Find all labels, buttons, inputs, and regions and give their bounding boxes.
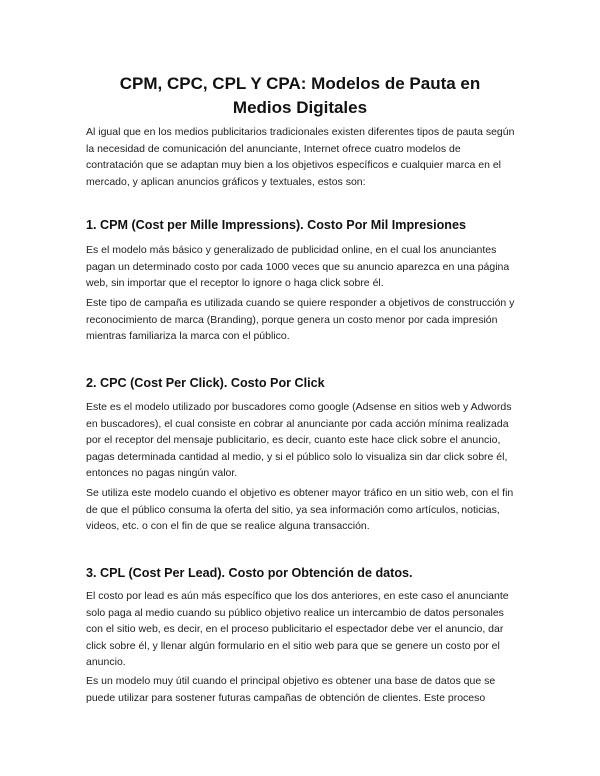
section-heading-cpc: 2. CPC (Cost Per Click). Costo Por Click (86, 376, 325, 390)
cpl-paragraph-1: El costo por lead es aún más específico que los dos anteriores, en este caso el anunciante solo paga al medio cuando su público objetivo realice un intercambio de datos personales con el sitio web, es decir, en el proceso publicitario el espectador debe ver el anuncio, dar click sobre él, y llenar algún formulario en el sitio web para que se genere un costo por el anuncio. (86, 590, 509, 668)
cpc-paragraph-1: Este es el modelo utilizado por buscadores como google (Adsense en sitios web y Adwords en buscadores), el cual consiste en cobrar al anunciante por cada acción mínima realizada por el receptor del mensaje publicitario, es decir, cuanto este hace click sobre el anuncio, pagas determinada cantidad al medio, y si el público solo lo visualiza sin dar click sobre él, entonces no pagas ningún valor. (86, 401, 512, 479)
cpl-paragraph-2: Es un modelo muy útil cuando el principal objetivo es obtener una base de datos que se puede utilizar para sostener futuras campañas de obtención de clientes. Este proceso (86, 675, 496, 704)
section-heading-cpl: 3. CPL (Cost Per Lead). Costo por Obtención de datos. (86, 566, 413, 580)
page-title: CPM, CPC, CPL Y CPA: Modelos de Pauta en Medios Digitales (119, 74, 481, 117)
cpm-paragraph-2: Este tipo de campaña es utilizada cuando se quiere responder a objetivos de construcción y reconocimiento de marca (Branding), porque genera un costo menor por cada impresión mientras familiariza la marca con el público. (86, 297, 515, 342)
cpm-paragraph-1: Es el modelo más básico y generalizado de publicidad online, en el cual los anunciantes pagan un determinado costo por cada 1000 veces que su anuncio aparezca en una página web, sin importar que el receptor lo ignore o haga click sobre él. (86, 244, 510, 289)
section-heading-cpm: 1. CPM (Cost per Mille Impressions). Costo Por Mil Impresiones (86, 218, 466, 232)
cpc-paragraph-2: Se utiliza este modelo cuando el objetivo es obtener mayor tráfico en un sitio web, con el fin de que el público consuma la oferta del sitio, ya sea información como artículos, noticias, videos, etc. o con el fin de que se realice alguna transacción. (86, 487, 514, 532)
intro-paragraph: Al igual que en los medios publicitarios tradicionales existen diferentes tipos de pauta según la necesidad de comunicación del anunciante, Internet ofrece cuatro modelos de contratación que se adaptan muy bien a los objetivos específicos e cualquier marca en el mercado, y aplican anuncios gráficos y textuales, estos son: (86, 126, 515, 188)
